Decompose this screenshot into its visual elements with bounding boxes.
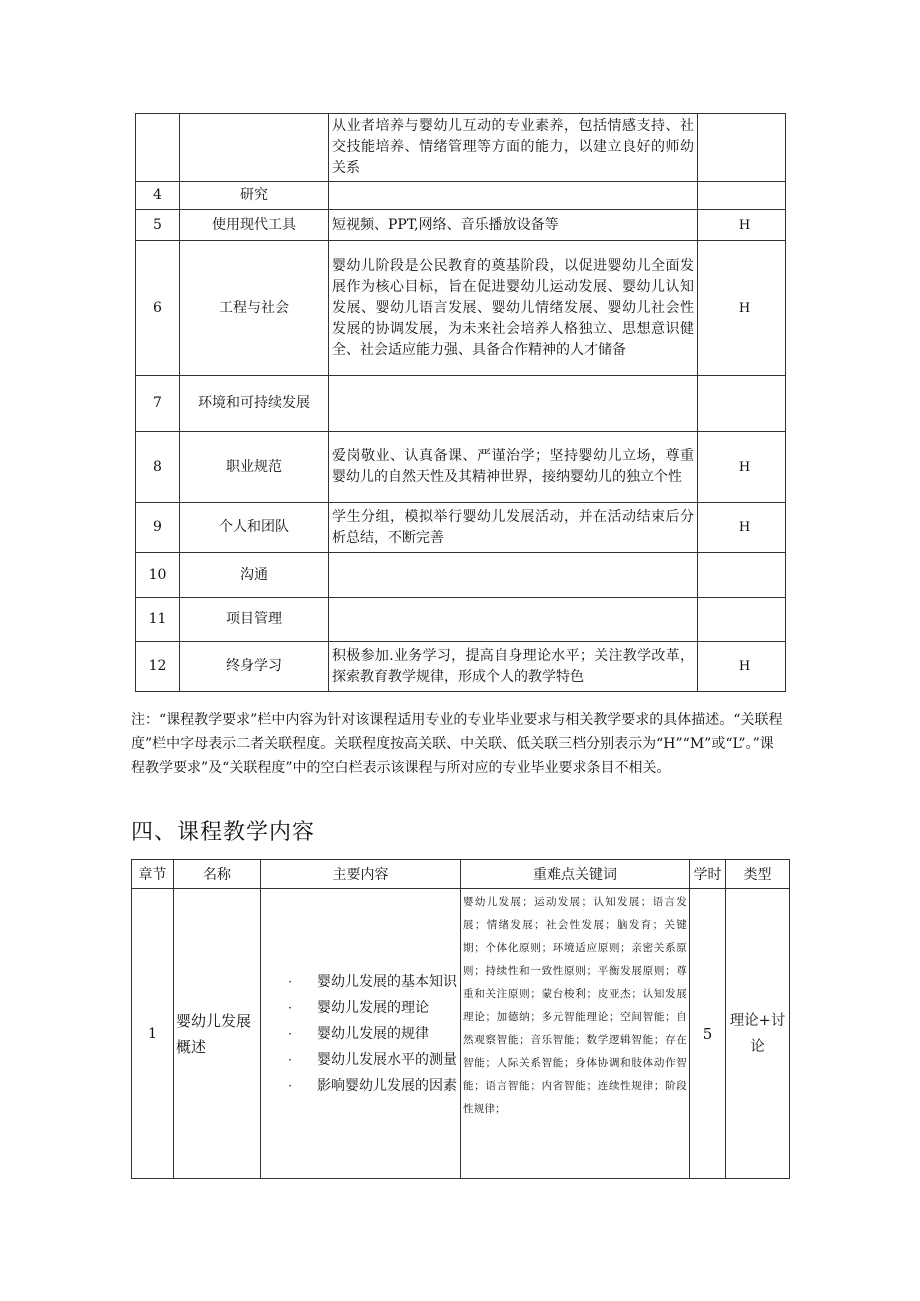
- table-row: [136, 114, 786, 182]
- main-content-text: 婴幼儿发展的基本知识: [317, 973, 457, 990]
- req-num: [136, 114, 180, 182]
- req-num: 11: [136, 598, 180, 642]
- req-level: [698, 182, 786, 210]
- req-level: H: [698, 210, 786, 241]
- header-name: 名称: [174, 860, 261, 889]
- main-content-text: 婴幼儿发展水平的测量: [317, 1051, 457, 1068]
- header-hours: 学时: [690, 860, 726, 889]
- req-num: 4: [136, 182, 180, 210]
- bullet-icon: ·: [288, 1078, 292, 1093]
- chapter-number: 1: [132, 889, 174, 1179]
- header-keywords: 重难点关键词: [461, 860, 690, 889]
- table-row: [136, 432, 786, 503]
- bullet-icon: ·: [288, 1026, 292, 1041]
- req-num: 9: [136, 503, 180, 553]
- req-requirement: 学生分组，模拟举行婴幼儿发展活动，并在活动结束后分析总结，不断完善: [329, 503, 698, 553]
- req-name: 项目管理: [180, 598, 329, 642]
- req-level: H: [698, 642, 786, 692]
- req-num: 5: [136, 210, 180, 241]
- req-name: 工程与社会: [180, 241, 329, 376]
- req-num: 6: [136, 241, 180, 376]
- req-requirement: 短视频、PPT,网络、音乐播放设备等: [329, 210, 698, 241]
- bullet-icon: ·: [288, 1052, 292, 1067]
- course-content-table: [131, 859, 790, 1179]
- table-row: [136, 503, 786, 553]
- req-num: 8: [136, 432, 180, 503]
- req-name: 研究: [180, 182, 329, 210]
- req-requirement: [329, 182, 698, 210]
- req-requirement: [329, 598, 698, 642]
- main-content-item: [263, 1047, 458, 1073]
- hours-cell: 5: [690, 889, 726, 1179]
- req-num: 12: [136, 642, 180, 692]
- req-level: H: [698, 432, 786, 503]
- main-content-text: 影响婴幼儿发展的因素: [317, 1077, 457, 1094]
- req-name: [180, 114, 329, 182]
- req-level: [698, 553, 786, 598]
- bullet-icon: ·: [288, 974, 292, 989]
- main-content-text: 婴幼儿发展的理论: [317, 999, 429, 1016]
- section-title: 四、课程教学内容: [131, 820, 316, 845]
- table-row: [136, 642, 786, 692]
- header-chapter: 章节: [132, 860, 174, 889]
- main-content-text: 婴幼儿发展的规律: [317, 1025, 429, 1042]
- req-num: 10: [136, 553, 180, 598]
- header-main-content: 主要内容: [261, 860, 461, 889]
- req-name: 终身学习: [180, 642, 329, 692]
- req-requirement: [329, 553, 698, 598]
- table-row: [136, 553, 786, 598]
- req-name: 职业规范: [180, 432, 329, 503]
- header-type: 类型: [726, 860, 790, 889]
- main-content-item: [263, 1021, 458, 1047]
- req-name: 使用现代工具: [180, 210, 329, 241]
- req-level: [698, 376, 786, 432]
- req-requirement: 从业者培养与婴幼儿互动的专业素养，包括情感支持、社交技能培养、情绪管理等方面的能力，以建立良好的师幼关系: [329, 114, 698, 182]
- req-requirement: [329, 376, 698, 432]
- table-row: [136, 376, 786, 432]
- bullet-icon: ·: [288, 1000, 292, 1015]
- req-level: [698, 114, 786, 182]
- table-row: [136, 182, 786, 210]
- keywords-cell: 婴幼儿发展；运动发展；认知发展；语言发展；情绪发展；社会性发展；脑发育；关键期；个体化原则；环境适应原则；亲密关系原则；持续性和一致性原则；平衡发展原则；尊重和关注原则；蒙台梭利；皮亚杰；认知发展理论；加德纳；多元智能理论；空间智能；自然观察智能；音乐智能；数学逻辑智能；存在智能；人际关系智能；身体协调和肢体动作智能；语言智能；内省智能；连续性规律；阶段性规律；: [461, 889, 690, 1179]
- table-row: [136, 598, 786, 642]
- req-name: 沟通: [180, 553, 329, 598]
- table-header-row: [132, 860, 790, 889]
- course-requirements-table: [135, 113, 786, 692]
- req-level: [698, 598, 786, 642]
- main-content-item: [263, 995, 458, 1021]
- req-requirement: 积极参加.业务学习，提高自身理论水平；关注教学改革，探索教育教学规律，形成个人的教学特色: [329, 642, 698, 692]
- table-row: [136, 210, 786, 241]
- main-content-item: [263, 1073, 458, 1099]
- req-name: 环境和可持续发展: [180, 376, 329, 432]
- main-content-list: [261, 889, 461, 1179]
- chapter-name: 婴幼儿发展概述: [174, 889, 261, 1179]
- req-level: H: [698, 241, 786, 376]
- main-content-item: [263, 969, 458, 995]
- req-requirement: 爱岗敬业、认真备课、严谨治学；坚持婴幼儿立场，尊重婴幼儿的自然天性及其精神世界，接纳婴幼儿的独立个性: [329, 432, 698, 503]
- req-level: H: [698, 503, 786, 553]
- table-row: [132, 889, 790, 1179]
- table-row: [136, 241, 786, 376]
- req-name: 个人和团队: [180, 503, 329, 553]
- table-note: 注：“课程教学要求”栏中内容为针对该课程适用专业的专业毕业要求与相关教学要求的具体描述。“关联程度”栏中字母表示二者关联程度。关联程度按高关联、中关联、低关联三档分别表示为“H”“M”或“L”。”课程教学要求”及“关联程度”中的空白栏表示该课程与所对应的专业毕业要求条目不相关。: [131, 712, 783, 776]
- type-cell: 理论+讨论: [726, 889, 790, 1179]
- req-num: 7: [136, 376, 180, 432]
- req-requirement: 婴幼儿阶段是公民教育的奠基阶段，以促进婴幼儿全面发展作为核心目标，旨在促进婴幼儿运动发展、婴幼儿认知发展、婴幼儿语言发展、婴幼儿情绪发展、婴幼儿社会性发展的协调发展，为未来社会培养人格独立、思想意识健全、社会适应能力强、具备合作精神的人才储备: [329, 241, 698, 376]
